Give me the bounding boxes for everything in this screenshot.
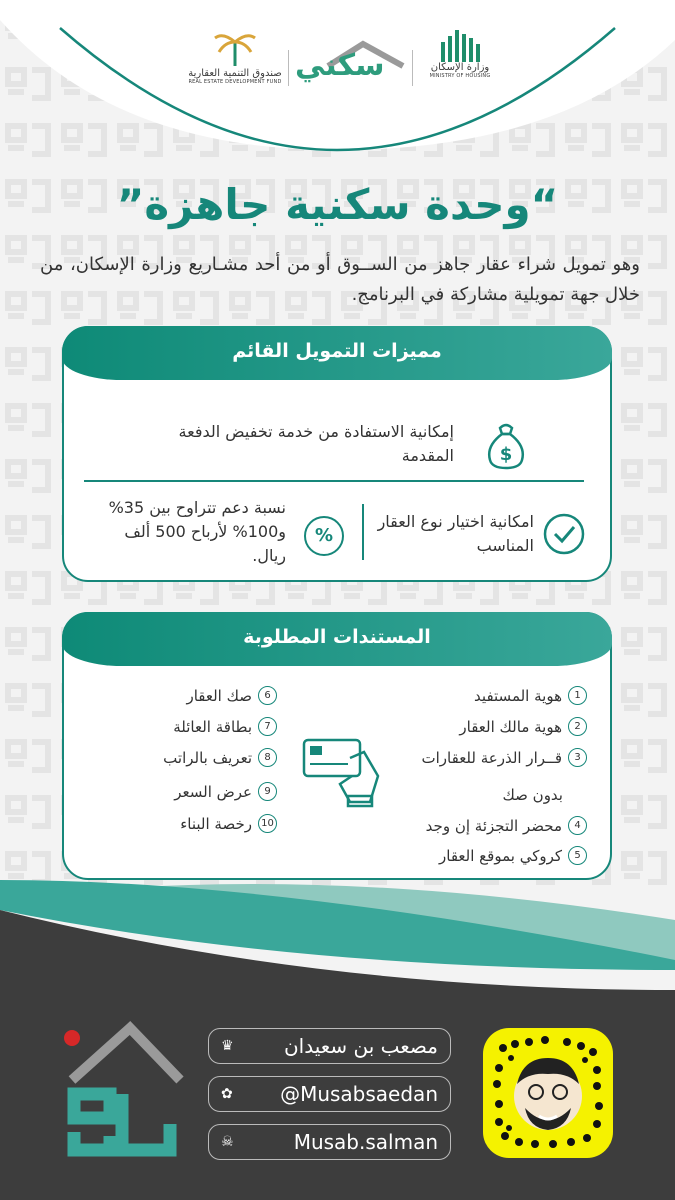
- percent-icon: %: [304, 516, 344, 556]
- item-number: 4: [568, 816, 587, 835]
- item-number: 1: [568, 686, 587, 705]
- fund-logo: [180, 28, 290, 85]
- list-item: [426, 816, 587, 835]
- snapchat-pill[interactable]: [208, 1124, 451, 1160]
- doc-label: تعريف بالراتب: [163, 748, 252, 767]
- item-number: 9: [258, 782, 277, 801]
- ministry-logo: [420, 28, 500, 79]
- fund-name-ar: صندوق التنمية العقارية: [188, 68, 282, 79]
- ministry-emblem-icon: [437, 28, 483, 62]
- page-title: “وحدة سكنية جاهزة”: [116, 180, 559, 229]
- list-item: [173, 717, 277, 736]
- doc-label: قــرار الذرعة للعقارات: [421, 748, 562, 767]
- list-item: [174, 782, 277, 801]
- twitter-handle: @Musabsaedan: [280, 1082, 438, 1106]
- user-icon: ♛: [221, 1038, 234, 1054]
- doc-sub-label: بدون صك: [502, 786, 563, 804]
- ministry-name-en: MINISTRY OF HOUSING: [429, 73, 491, 79]
- divider: [84, 480, 584, 482]
- intro-text: وهو تمويل شراء عقار جاهز من الســوق أو من أحد مشـاريع وزارة الإسكان، من خلال جهة تمويلية مشاركة في البرنامج.: [40, 254, 640, 305]
- item-number: 10: [258, 814, 277, 833]
- snapcode[interactable]: [483, 1028, 613, 1158]
- checkmark-icon: [542, 512, 586, 556]
- features-heading: مميزات التمويل القائم: [62, 326, 612, 380]
- doc-label: رخصة البناء: [180, 814, 252, 833]
- doc-label: محضر التجزئة إن وجد: [425, 816, 562, 835]
- author-name: مصعب بن سعيدان: [283, 1034, 438, 1058]
- feature-text: امكانية اختيار نوع العقار المناسب: [377, 512, 534, 555]
- doc-label: عرض السعر: [174, 782, 252, 801]
- svg-text:$: $: [499, 444, 513, 465]
- features-card: [62, 326, 612, 582]
- list-item: [422, 748, 588, 767]
- divider: [288, 50, 289, 86]
- documents-heading: المستندات المطلوبة: [62, 612, 612, 666]
- personal-logo: [56, 1020, 186, 1162]
- feature-text: نسبة دعم تتراوح بين 35% و100% لأرباح 500 ألف ريال.: [108, 498, 286, 565]
- list-item: [180, 814, 277, 833]
- palm-icon: [213, 28, 257, 68]
- feature-text: إمكانية الاستفادة من خدمة تخفيض الدفعة المقدمة: [178, 422, 454, 465]
- divider: [362, 504, 364, 560]
- header-arc: [0, 0, 675, 180]
- fund-name-en: REAL ESTATE DEVELOPMENT FUND: [188, 79, 282, 85]
- item-number: 8: [258, 748, 277, 767]
- doc-label: هوية المستفيد: [474, 686, 562, 705]
- item-number: 3: [568, 748, 587, 767]
- item-number: 6: [258, 686, 277, 705]
- item-number: 5: [568, 846, 587, 865]
- snapchat-handle: Musab.salman: [293, 1130, 438, 1154]
- list-item: [459, 717, 587, 736]
- name-pill: [208, 1028, 451, 1064]
- list-item: [474, 686, 587, 705]
- snapchat-icon: ☠: [221, 1134, 234, 1150]
- program-logo: سكني: [295, 48, 385, 83]
- doc-label: بطاقة العائلة: [173, 717, 252, 736]
- list-item: [163, 748, 277, 767]
- card-payment-icon: [300, 736, 384, 810]
- doc-label: صك العقار: [186, 686, 252, 705]
- item-number: 2: [568, 717, 587, 736]
- money-bag-icon: [484, 420, 528, 470]
- twitter-pill[interactable]: [208, 1076, 451, 1112]
- twitter-icon: ✿: [221, 1086, 233, 1102]
- snapcode-dots: [483, 1028, 613, 1158]
- ministry-name-ar: وزارة الإسكان: [430, 62, 490, 73]
- doc-label: هوية مالك العقار: [459, 717, 562, 736]
- item-number: 7: [258, 717, 277, 736]
- divider: [412, 50, 413, 86]
- list-item: [186, 686, 277, 705]
- doc-label: كروكي بموقع العقار: [439, 846, 562, 865]
